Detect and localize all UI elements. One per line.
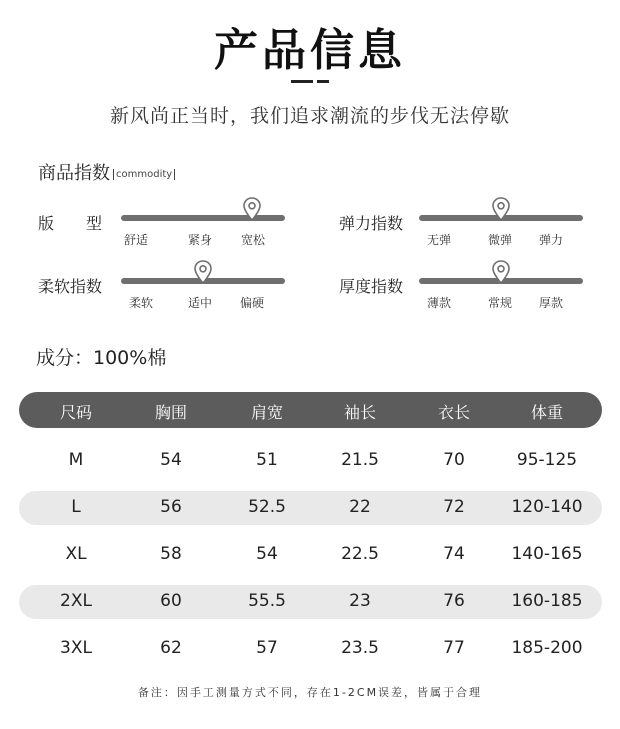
index-option-label: 薄款 (427, 296, 452, 310)
index-option-label: 适中 (188, 296, 213, 310)
section-subtitle: commodity (113, 169, 175, 180)
table-cell: XL (65, 544, 87, 564)
table-cell: 70 (443, 450, 465, 470)
table-cell: 54 (256, 544, 278, 564)
table-cell: 60 (160, 591, 182, 611)
table-row (19, 538, 602, 572)
table-cell: 62 (160, 638, 182, 658)
table-cell: 74 (443, 544, 465, 564)
table-cell: 52.5 (248, 497, 286, 517)
section-title-text: 商品指数 (38, 163, 110, 184)
slogan: 新风尚正当时，我们追求潮流的步伐无法停歇 (109, 105, 510, 127)
table-cell: 77 (443, 638, 465, 658)
table-cell: 22 (349, 497, 371, 517)
table-header-cell: 肩宽 (250, 403, 283, 422)
index-option-label: 舒适 (124, 233, 149, 247)
index-option-label: 常规 (488, 296, 513, 310)
table-cell: 21.5 (341, 450, 379, 470)
location-pin-icon (194, 260, 212, 284)
table-cell: 23 (349, 591, 371, 611)
table-row (19, 585, 602, 619)
table-header-cell: 胸围 (154, 403, 187, 422)
index-label: 厚度指数 (339, 277, 404, 296)
title-underline-decoration (291, 80, 329, 83)
index-option-label: 厚款 (539, 296, 564, 310)
table-cell: 120-140 (511, 497, 583, 517)
page-title: 产品信息 (214, 25, 406, 76)
section-title (38, 159, 175, 185)
table-cell: 3XL (60, 638, 92, 658)
table-cell: 76 (443, 591, 465, 611)
table-row (19, 444, 602, 478)
index-row (38, 211, 318, 271)
table-header-cell: 衣长 (437, 403, 470, 422)
size-table-header (19, 392, 602, 428)
table-cell: 23.5 (341, 638, 379, 658)
index-option-label: 宽松 (241, 233, 266, 247)
table-header-cell: 尺码 (59, 403, 92, 422)
table-row (19, 632, 602, 666)
table-header-cell: 体重 (530, 403, 563, 422)
table-cell: 58 (160, 544, 182, 564)
table-cell: 140-165 (511, 544, 583, 564)
index-label: 柔软指数 (38, 277, 103, 296)
index-option-label: 柔软 (129, 296, 154, 310)
material-composition: 成分：100%棉 (36, 347, 167, 369)
index-row (38, 274, 318, 334)
index-option-label: 紧身 (188, 233, 213, 247)
table-cell: 185-200 (511, 638, 583, 658)
index-option-label: 偏硬 (240, 296, 265, 310)
table-row (19, 491, 602, 525)
location-pin-icon (492, 197, 510, 221)
table-cell: 22.5 (341, 544, 379, 564)
index-label: 版 型 (38, 214, 103, 233)
table-cell: 160-185 (511, 591, 583, 611)
index-option-label: 无弹 (427, 233, 452, 247)
location-pin-icon (243, 197, 261, 221)
table-cell: 57 (256, 638, 278, 658)
table-cell: M (68, 450, 84, 470)
location-pin-icon (492, 260, 510, 284)
index-option-label: 弹力 (539, 233, 564, 247)
table-cell: 51 (256, 450, 278, 470)
table-cell: 54 (160, 450, 182, 470)
index-row (339, 274, 619, 334)
measurement-note: 备注：因手工测量方式不同，存在1-2CM误差，皆属于合理 (137, 686, 483, 699)
table-cell: 2XL (60, 591, 92, 611)
table-cell: 55.5 (248, 591, 286, 611)
index-option-label: 微弹 (488, 233, 513, 247)
index-label: 弹力指数 (339, 214, 404, 233)
table-cell: 72 (443, 497, 465, 517)
table-cell: L (71, 497, 81, 517)
table-cell: 95-125 (516, 450, 578, 470)
table-header-cell: 袖长 (343, 403, 376, 422)
table-cell: 56 (160, 497, 182, 517)
index-row (339, 211, 619, 271)
